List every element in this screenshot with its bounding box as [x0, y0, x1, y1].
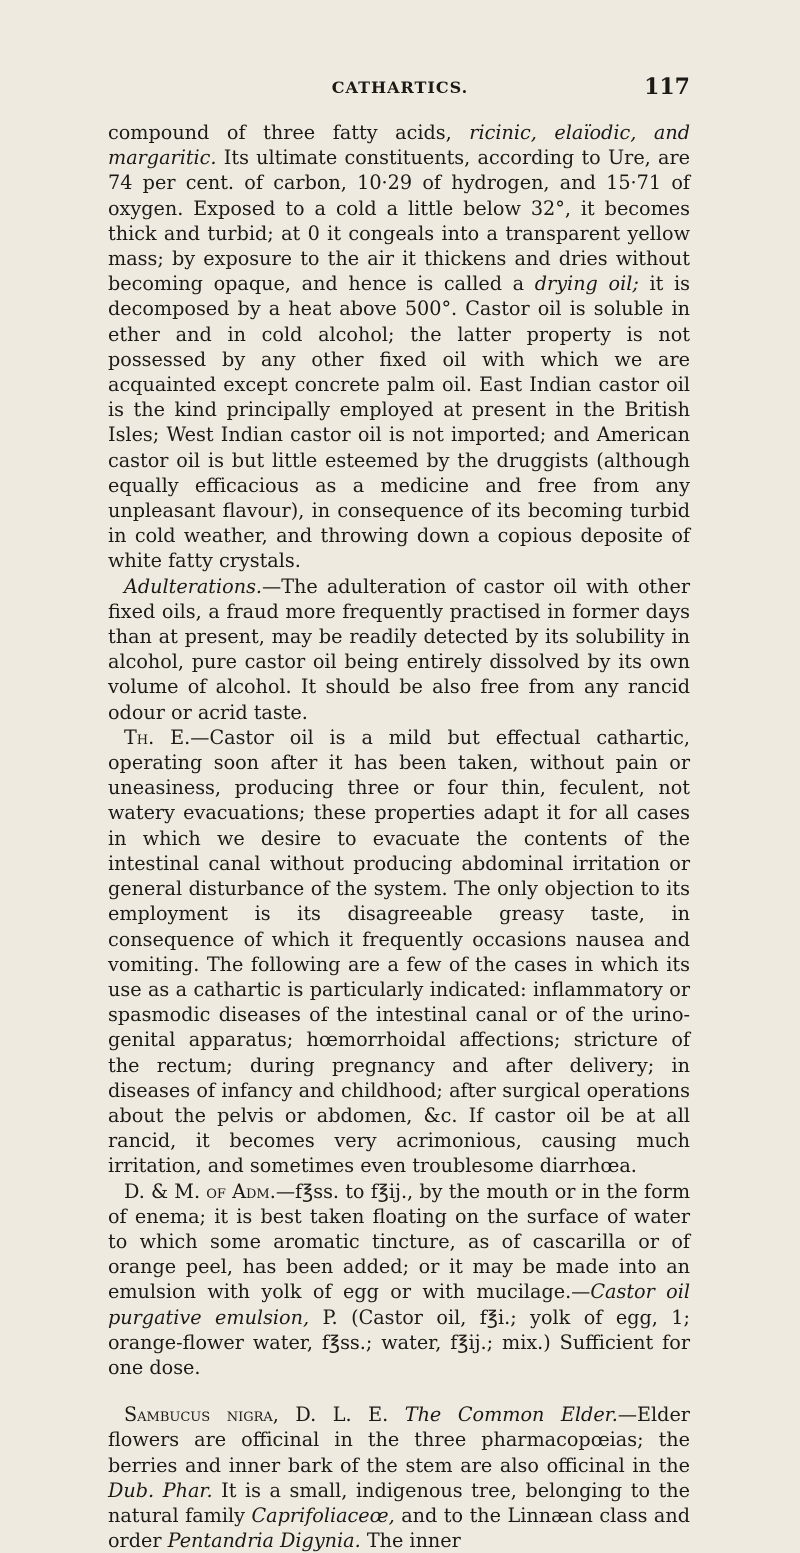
italic-run: Castor oil purgative emulsion, — [108, 1280, 690, 1329]
page-header — [0, 74, 800, 104]
section-heading-adulterations: Adulterations. — [124, 574, 263, 598]
text-run: and to the Linnæan class and order — [108, 1503, 690, 1553]
text-run: —The adulteration of castor oil with other fixed oils, a fraud more frequently practised in former days than at present, may be readily detected by its solubility in alcohol, pure castor oil being entirely dissolved by its own volume of alcohol. It should be also free from any rancid odour or acrid taste. — [108, 574, 690, 724]
section-heading-dose-sc: of Adm. — [206, 1179, 276, 1203]
text-run: D. L. E. — [278, 1403, 405, 1427]
page-body — [108, 120, 690, 1553]
paragraph-sambucus-nigra — [108, 1402, 690, 1553]
italic-run: Pentandria Digynia. — [167, 1529, 361, 1553]
paragraph-dose-and-mode — [108, 1179, 690, 1381]
italic-run: drying oil; — [534, 272, 639, 296]
italic-run: Dub. Phar. — [108, 1478, 213, 1502]
section-heading-sambucus: Sambucus nigra, — [124, 1403, 279, 1427]
text-run: —Elder flowers are officinal in the three pharmacopœias; the berries and inner bark of the stem are also officinal in the — [108, 1403, 690, 1477]
page-number: 117 — [644, 74, 690, 100]
paragraph-castor-oil-composition — [108, 120, 690, 574]
italic-run: ricinic, elaïodic, and margaritic. — [108, 121, 690, 170]
text-run: compound of three fatty acids, — [108, 121, 470, 144]
text-run: The inner — [360, 1529, 461, 1553]
running-head: CATHARTICS. — [331, 78, 469, 97]
text-run: P. (Castor oil, f℥i.; yolk of egg, 1; orange-flower water, f℥ss.; water, f℥ij.; mix.) Sufficient for one dose. — [108, 1305, 690, 1379]
text-run: It is a small, indigenous tree, belonging to the natural family — [108, 1478, 690, 1527]
text-run: —Castor oil is a mild but effectual cathartic, operating soon after it has been taken, without pain or uneasiness, producing three or four thin, feculent, not watery evacuations; these properties adapt it for all cases in which we desire to evacuate the contents of the intestinal canal without producing abdominal irritation or general disturbance of the system. The only objection to its employment is its disagreeable greasy taste, in consequence of which it frequently occasions nausea and vomiting. The following are a few of the cases in which its use as a cathartic is particularly indicated: inflammatory or spasmodic diseases of the intestinal canal or of the urino-genital apparatus; hœmorrhoidal affections; stricture of the rectum; during pregnancy and after delivery; in diseases of infancy and childhood; after surgical operations about the pelvis or abdomen, &c. If castor oil be at all rancid, it becomes very acrimonious, causing much irritation, and sometimes even troublesome diarrhœa. — [108, 725, 690, 1178]
section-heading-therapeutic-effects: Th. E. — [124, 725, 191, 749]
italic-run: The Common Elder. — [404, 1403, 618, 1427]
text-run: Its ultimate constituents, according to Ure, are 74 per cent. of carbon, 10·29 of hydrogen, and 15·71 of oxygen. Exposed to a cold a little below 32°, it becomes thick and turbid; at 0 it congeals into a transparent yellow mass; by exposure to the air it thickens and dries without becoming opaque, and hence is called a — [108, 146, 690, 296]
paragraph-adulterations — [108, 574, 690, 725]
section-heading-dose: D. & M. — [124, 1179, 207, 1203]
text-run: —f℥ss. to f℥ij., by the mouth or in the form of enema; it is best taken floating on the surface of water to which some aromatic tincture, as of cascarilla or of orange peel, has been added; or it may be made into an emulsion with yolk of egg or with mucilage.— — [108, 1179, 691, 1304]
italic-run: Caprifoliaceœ, — [251, 1503, 395, 1527]
text-run: it is decomposed by a heat above 500°. Castor oil is soluble in ether and in cold alcohol; the latter property is not possessed by any other fixed oil with which we are acquainted except concrete palm oil. East Indian castor oil is the kind principally employed at present in the British Isles; West Indian castor oil is not imported; and American castor oil is but little esteemed by the druggists (although equally efficacious as a medicine and free from any unpleasant flavour), in consequence of its becoming turbid in cold weather, and throwing down a copious deposite of white fatty crystals. — [108, 272, 690, 573]
paragraph-therapeutic-effects — [108, 725, 690, 1179]
